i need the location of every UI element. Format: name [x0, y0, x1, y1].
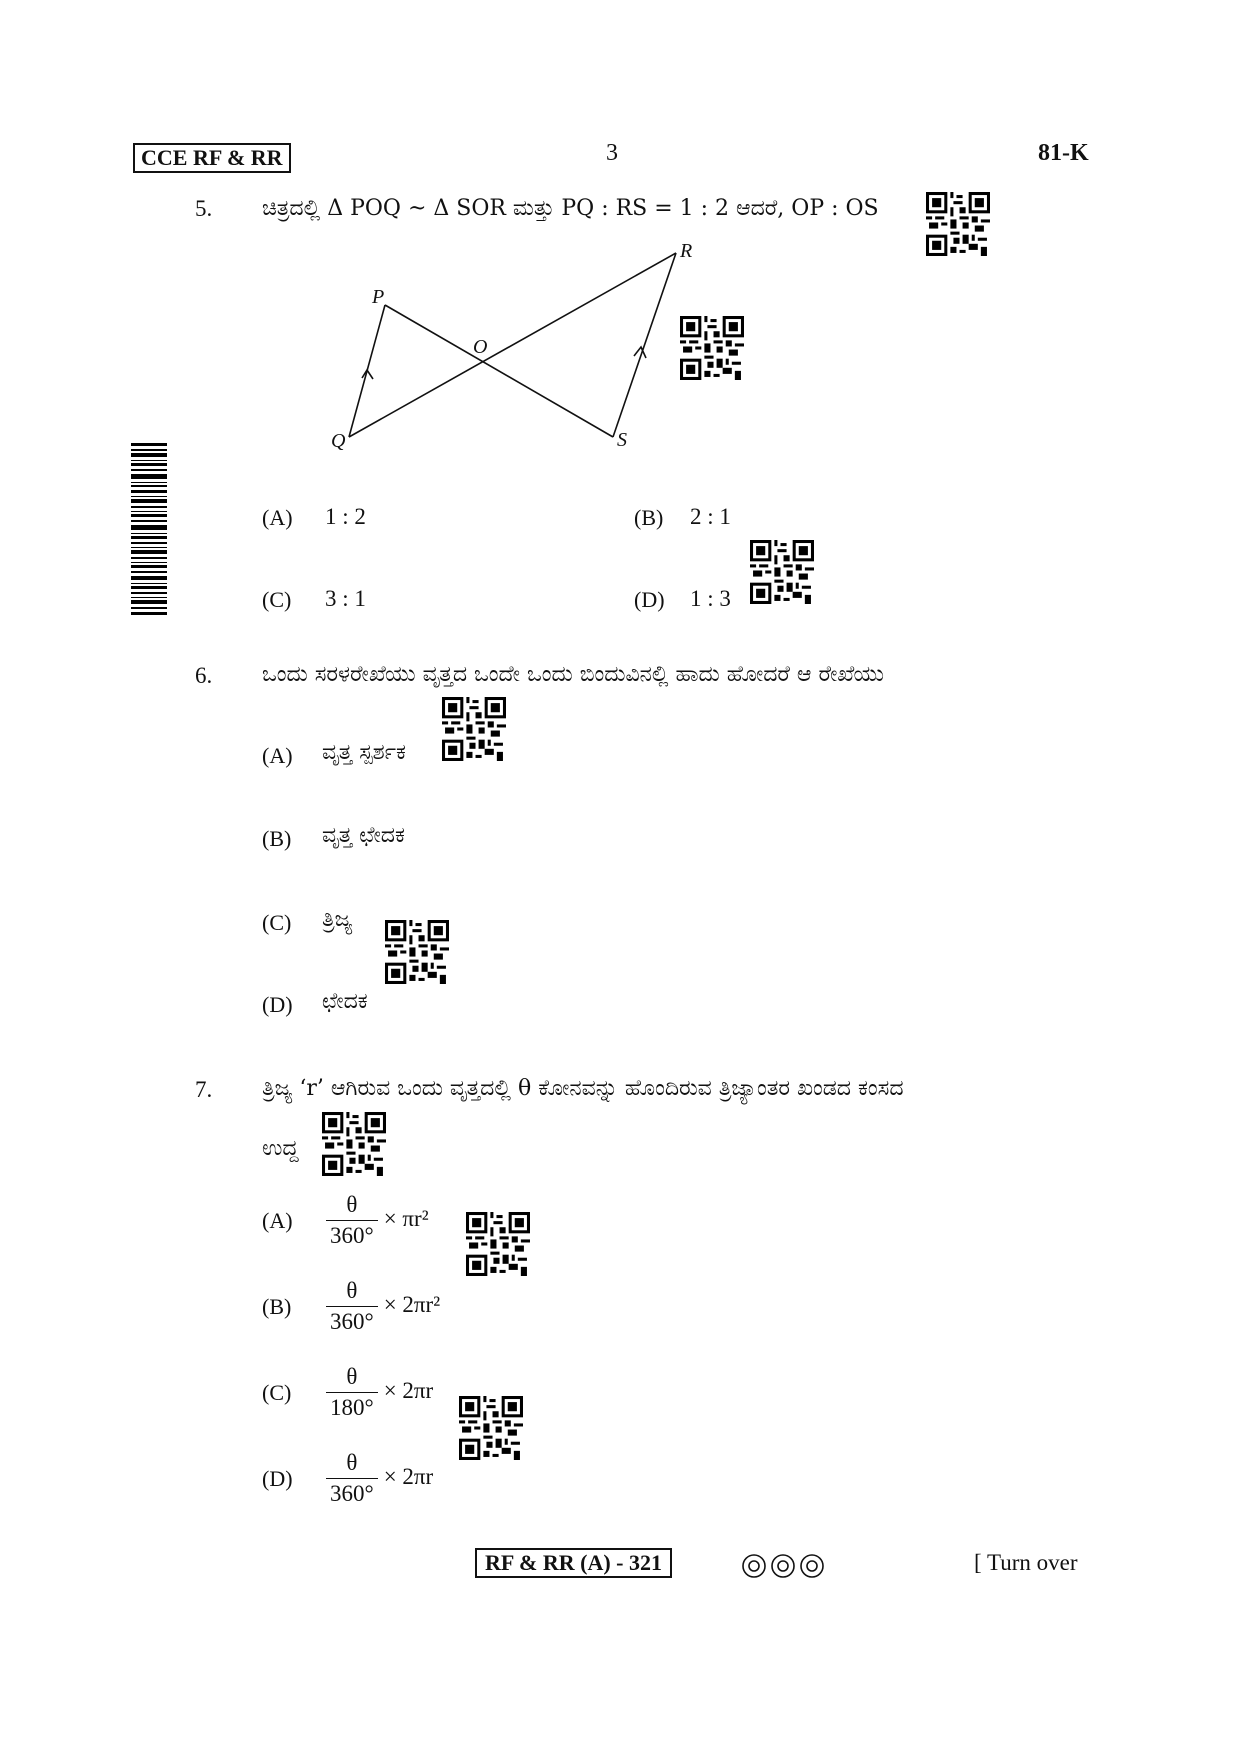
- q5-option-d-value: 1 : 3: [690, 586, 731, 611]
- q6-text: ಒಂದು ಸರಳರೇಖೆಯು ವೃತ್ತದ ಒಂದೇ ಒಂದು ಬಿಂದುವಿನಲ್ಲಿ ಹಾದು ಹೋದರೆ ಆ ರೇಖೆಯು: [262, 662, 885, 687]
- q7-a-numerator: θ: [326, 1190, 378, 1221]
- q7-d-denominator: 360°: [330, 1481, 374, 1506]
- q7-c-rest: × 2πr: [383, 1377, 434, 1403]
- q7-a-denominator: 360°: [330, 1223, 374, 1248]
- q7-text-line2: ಉದ್ದ: [262, 1136, 299, 1161]
- q7-option-b-value: [326, 1276, 440, 1337]
- q6-option-c-value: ತ್ರಿಜ್ಯ: [322, 907, 353, 932]
- label-P: P: [372, 286, 385, 308]
- q7-option-a-label: (A): [262, 1208, 293, 1233]
- label-Q: Q: [331, 430, 346, 452]
- segment-SR: [613, 253, 676, 437]
- q5-option-c-label: (C): [262, 587, 292, 612]
- q5-text: ಚಿತ್ರದಲ್ಲಿ Δ POQ ~ Δ SOR ಮತ್ತು PQ : RS = 1 : 2 ಆದರೆ, OP : OS: [262, 196, 879, 221]
- q6-option-d-value: ಛೇದಕ: [322, 989, 368, 1014]
- page-number: 3: [606, 140, 618, 166]
- qr-code-icon: [442, 697, 506, 761]
- q7-d-rest: × 2πr: [383, 1463, 434, 1489]
- paper-code: 81-K: [1038, 140, 1089, 166]
- q6-option-a-value: ವೃತ್ತ ಸ್ಪರ್ಶಕ: [322, 740, 406, 765]
- q7-c-denominator: 180°: [330, 1395, 374, 1420]
- qr-code-icon: [926, 192, 990, 256]
- exam-series-box: CCE RF & RR: [133, 143, 291, 173]
- qr-code-icon: [385, 920, 449, 984]
- q7-b-numerator: θ: [326, 1276, 378, 1307]
- barcode-icon: [131, 443, 167, 615]
- q7-option-c-value: [326, 1362, 433, 1423]
- qr-code-icon: [322, 1112, 386, 1176]
- q6-option-a-label: (A): [262, 743, 293, 768]
- q7-b-rest: × 2πr²: [383, 1291, 441, 1317]
- q5-number: 5.: [195, 196, 213, 221]
- label-O: O: [473, 336, 488, 358]
- q7-number: 7.: [195, 1077, 213, 1102]
- label-R: R: [680, 240, 693, 262]
- q5-option-c-value: 3 : 1: [325, 586, 366, 611]
- q7-b-denominator: 360°: [330, 1309, 374, 1334]
- q6-number: 6.: [195, 663, 213, 688]
- qr-code-icon: [680, 316, 744, 380]
- q5-option-a-label: (A): [262, 505, 293, 530]
- decorative-flowers-icon: [740, 1552, 826, 1580]
- qr-code-icon: [750, 540, 814, 604]
- q7-option-b-label: (B): [262, 1294, 292, 1319]
- q7-c-numerator: θ: [326, 1362, 378, 1393]
- q7-option-d-label: (D): [262, 1466, 293, 1491]
- parallel-arrow-icon: [362, 370, 373, 379]
- q7-text-line1: ತ್ರಿಜ್ಯ ‘r’ ಆಗಿರುವ ಒಂದು ವೃತ್ತದಲ್ಲಿ θ ಕೋನವನ್ನು ಹೊಂದಿರುವ ತ್ರಿಜ್ಯಾಂತರ ಖಂಡದ ಕಂಸದ: [262, 1076, 904, 1101]
- q5-option-b-label: (B): [634, 505, 664, 530]
- q7-a-rest: × πr²: [383, 1205, 429, 1231]
- segment-QR: [349, 253, 676, 437]
- qr-code-icon: [466, 1212, 530, 1276]
- q6-option-b-label: (B): [262, 826, 292, 851]
- q7-option-c-label: (C): [262, 1380, 292, 1405]
- footer-code-box: RF & RR (A) - 321: [475, 1548, 672, 1578]
- q7-option-d-value: [326, 1448, 433, 1509]
- qr-code-icon: [459, 1396, 523, 1460]
- q6-option-c-label: (C): [262, 910, 292, 935]
- q7-option-a-value: [326, 1190, 429, 1251]
- segment-PS: [385, 305, 613, 437]
- q5-option-a-value: 1 : 2: [325, 504, 366, 529]
- q7-d-numerator: θ: [326, 1448, 378, 1479]
- q5-option-d-label: (D): [634, 587, 665, 612]
- q5-triangle-figure: [320, 235, 720, 465]
- q5-option-b-value: 2 : 1: [690, 504, 731, 529]
- q6-option-b-value: ವೃತ್ತ ಛೇದಕ: [322, 823, 405, 848]
- turn-over-text: [ Turn over: [974, 1550, 1078, 1575]
- label-S: S: [617, 429, 627, 451]
- q6-option-d-label: (D): [262, 992, 293, 1017]
